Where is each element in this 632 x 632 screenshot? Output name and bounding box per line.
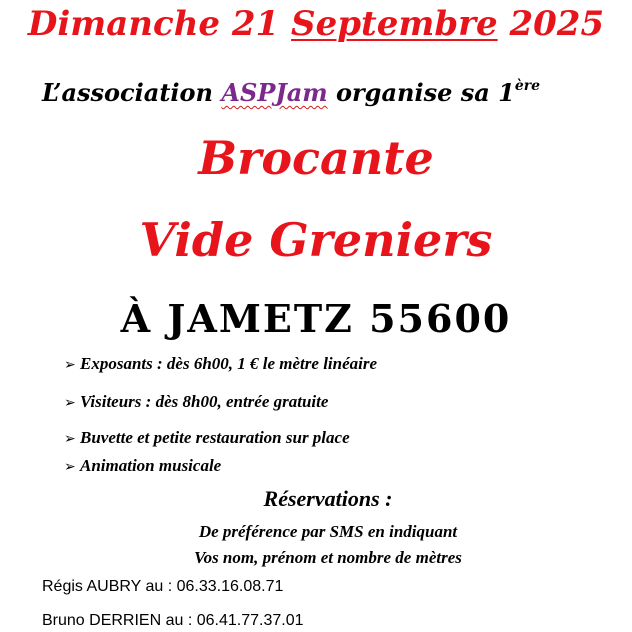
bullet-text: Animation musicale [80, 456, 222, 475]
bullet-text: Exposants : dès 6h00, 1 € le mètre linéaire [80, 354, 378, 373]
reservations-title: Réservations : [263, 486, 393, 511]
event-title-vide-greniers: Vide Greniers [139, 213, 493, 267]
event-date-year: 2025 [497, 4, 605, 44]
organizer-prefix: L’association [42, 78, 222, 107]
contact-regis-aubry: Régis AUBRY au : 06.33.16.08.71 [42, 578, 284, 595]
event-location: À JAMETZ 55600 [120, 296, 512, 341]
organizer-name: ASPJam [221, 78, 328, 107]
bullet-text: Visiteurs : dès 8h00, entrée gratuite [80, 392, 329, 411]
reservations-line-2: Vos nom, prénom et nombre de mètres [194, 548, 462, 567]
organizer-superscript: ère [514, 78, 541, 94]
event-title-brocante: Brocante [198, 131, 434, 185]
reservations-line-1: De préférence par SMS en indiquant [198, 522, 458, 541]
event-date [0, 0, 632, 48]
arrow-bullet-icon: ➢ [64, 431, 76, 447]
event-date-month: Septembre [291, 4, 498, 44]
bullet-item-animation [64, 454, 221, 479]
bullet-item-visiteurs [64, 390, 328, 415]
arrow-bullet-icon: ➢ [64, 357, 76, 373]
contact-bruno-derrien: Bruno DERRIEN au : 06.41.77.37.01 [42, 612, 304, 629]
organizer-line [42, 68, 540, 111]
arrow-bullet-icon: ➢ [64, 459, 76, 475]
event-date-day: Dimanche 21 [27, 4, 292, 44]
bullet-text: Buvette et petite restauration sur place [80, 428, 350, 447]
organizer-suffix: organise sa 1 [327, 78, 515, 107]
arrow-bullet-icon: ➢ [64, 395, 76, 411]
bullet-item-buvette [64, 426, 350, 451]
bullet-item-exposants [64, 352, 377, 377]
